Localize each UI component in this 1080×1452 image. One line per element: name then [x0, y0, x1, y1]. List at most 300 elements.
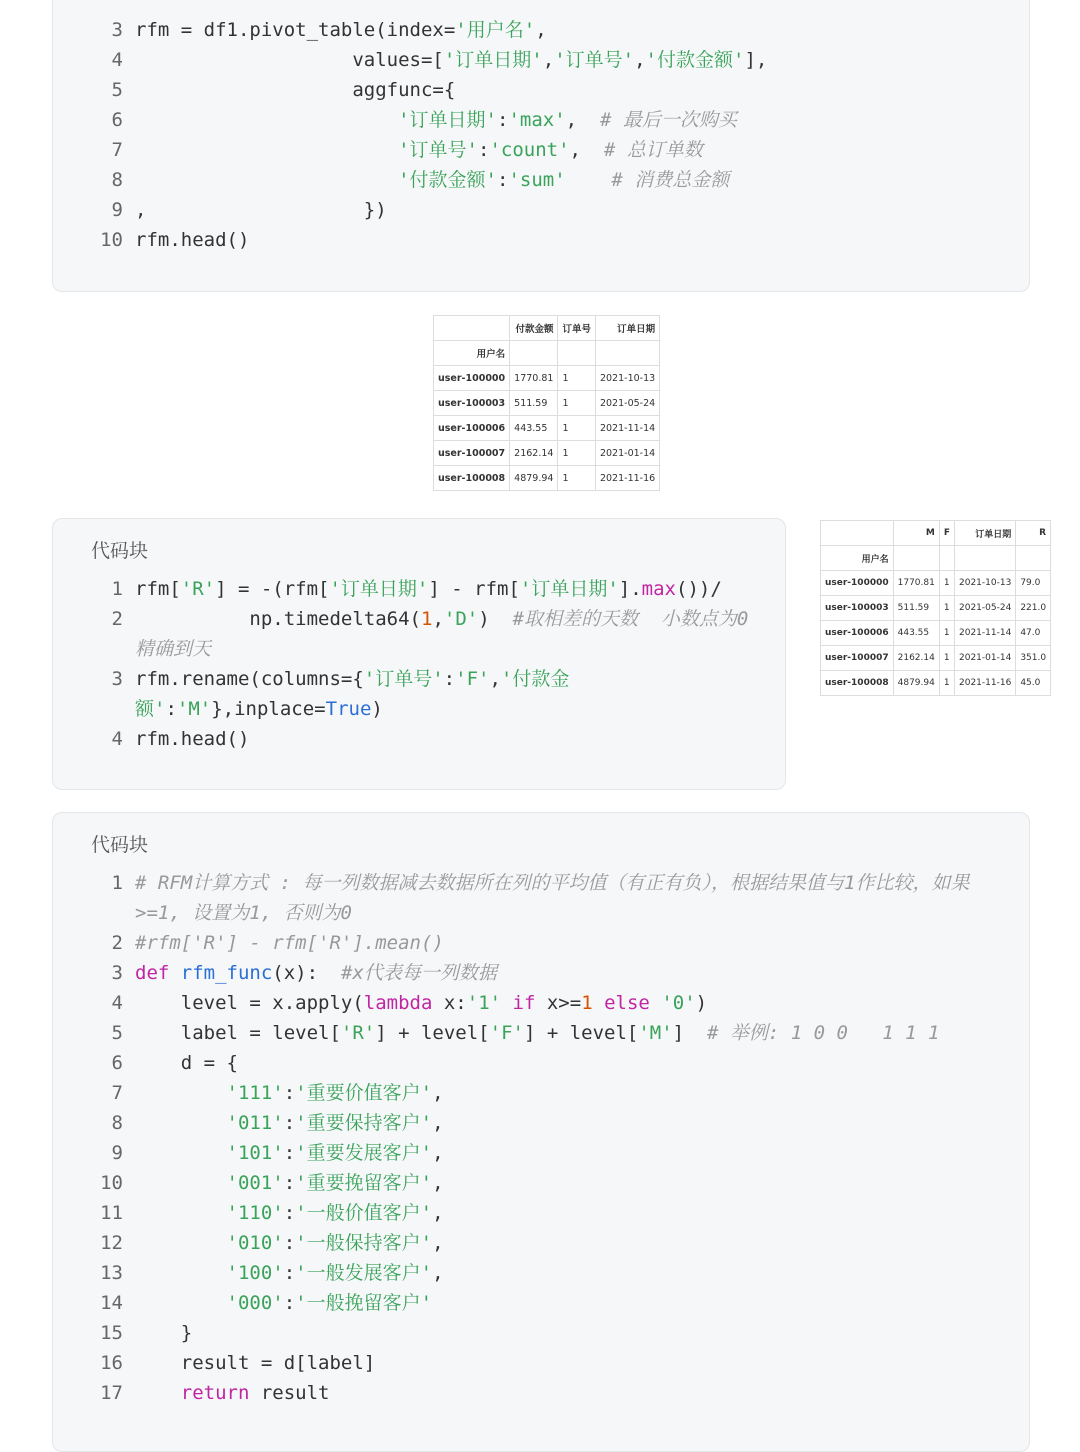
code-token: rfm.head() — [135, 229, 250, 251]
code-token: # 总订单数 — [603, 139, 703, 161]
table-cell: 2021-10-13 — [955, 571, 1016, 596]
code-token: #取相差的天数 小数点为0 — [512, 608, 749, 630]
code-text — [135, 958, 497, 988]
code-token: '订单日期' — [519, 578, 619, 600]
code-token: '订单日期' — [329, 578, 429, 600]
table-header-cell: 订单日期 — [955, 521, 1016, 546]
code-token: : — [283, 1172, 296, 1194]
code-line — [53, 45, 1029, 75]
table-cell: 2021-05-24 — [595, 391, 659, 416]
table-cell: 1770.81 — [510, 366, 558, 391]
code-text — [135, 868, 969, 898]
line-number: 10 — [100, 1172, 123, 1194]
row-index: user-100000 — [821, 571, 894, 596]
code-token: : — [283, 1292, 296, 1314]
code-line — [53, 664, 785, 694]
table-row — [821, 571, 1051, 596]
code-token: : — [443, 668, 456, 690]
code-token: , — [432, 1232, 444, 1254]
code-token: def — [135, 962, 170, 984]
table-row — [821, 671, 1051, 696]
table-cell: 2162.14 — [893, 646, 939, 671]
code-block-title: 代码块 — [91, 834, 149, 856]
code-line — [53, 1348, 1029, 1378]
code-token: return — [180, 1382, 250, 1404]
code-token: , — [535, 19, 547, 41]
table-cell: 2021-01-14 — [595, 441, 659, 466]
code-token: # RFM计算方式 : 每一列数据减去数据所在列的平均值（有正有负），根据结果值与1作比较，如果 — [135, 872, 970, 894]
code-text — [135, 135, 703, 165]
code-token: 'R' — [180, 578, 216, 600]
table-cell: 351.0 — [1016, 646, 1051, 671]
code-line — [53, 135, 1029, 165]
code-token — [135, 109, 398, 131]
line-number: 4 — [111, 992, 123, 1014]
code-token: #rfm['R'] - rfm['R'].mean() — [135, 932, 444, 954]
table-cell: 1 — [558, 366, 596, 391]
code-token: '110' — [226, 1202, 284, 1224]
code-text — [135, 898, 352, 928]
code-token: '1' — [466, 992, 502, 1014]
table-cell: 2021-01-14 — [955, 646, 1016, 671]
code-text — [135, 1078, 444, 1108]
code-line — [53, 1138, 1029, 1168]
dataframe-output-2 — [820, 520, 1051, 696]
line-number: 16 — [100, 1352, 123, 1374]
code-token — [135, 1112, 227, 1134]
code-lines — [53, 574, 785, 754]
code-token: # 举例: 1 0 0 1 1 1 — [707, 1022, 940, 1044]
row-index: user-100000 — [434, 366, 510, 391]
code-token: : — [283, 1142, 296, 1164]
code-token: result — [249, 1382, 330, 1404]
code-token — [169, 962, 180, 984]
code-token: '付款金额' — [398, 169, 497, 191]
code-text — [135, 604, 748, 634]
row-index: user-100007 — [821, 646, 894, 671]
table-cell: 511.59 — [510, 391, 558, 416]
code-token: , — [432, 1202, 444, 1224]
table-row — [434, 441, 660, 466]
line-number: 3 — [111, 668, 123, 690]
code-token: 'F' — [455, 668, 490, 690]
table-header-row — [821, 521, 1051, 546]
line-number: 7 — [111, 1082, 123, 1104]
code-token: '付款金 — [500, 668, 570, 690]
code-token: aggfunc={ — [135, 79, 456, 101]
code-token — [135, 139, 398, 161]
code-token: ]. — [618, 578, 642, 600]
table-header-cell — [821, 521, 894, 546]
code-token: , — [432, 608, 444, 630]
code-token: '100' — [226, 1262, 284, 1284]
code-token: , — [634, 49, 646, 71]
code-token: ] + level[ — [375, 1022, 490, 1044]
code-line — [53, 1108, 1029, 1138]
code-line — [53, 225, 1029, 255]
code-text — [135, 694, 383, 724]
code-line — [53, 165, 1029, 195]
code-token: rfm = df1.pivot_table(index= — [135, 19, 456, 41]
code-token: , — [432, 1112, 444, 1134]
code-token: '重要保持客户' — [295, 1112, 433, 1134]
code-token: : — [478, 139, 490, 161]
code-token: '0' — [661, 992, 696, 1014]
code-line — [53, 75, 1029, 105]
code-text — [135, 1018, 939, 1048]
code-text — [135, 75, 455, 105]
code-line — [53, 1048, 1029, 1078]
code-token: 'M' — [638, 1022, 673, 1044]
row-index: user-100007 — [434, 441, 510, 466]
code-block-3 — [52, 812, 1030, 1452]
code-token: '一般挽留客户' — [295, 1292, 433, 1314]
row-index: user-100003 — [434, 391, 510, 416]
code-line — [53, 868, 1029, 898]
table-header-cell — [434, 316, 510, 341]
table-cell: 47.0 — [1016, 621, 1051, 646]
code-text — [135, 1048, 238, 1078]
code-line — [53, 1378, 1029, 1408]
code-token: , — [432, 1172, 444, 1194]
code-token: 'D' — [443, 608, 479, 630]
table-index-row — [434, 341, 660, 366]
code-token: ] - rfm[ — [428, 578, 520, 600]
code-text — [135, 574, 722, 604]
code-line — [53, 634, 785, 664]
table-row — [434, 366, 660, 391]
code-text — [135, 664, 569, 694]
code-token: '订单日期' — [443, 49, 543, 71]
code-token: >=1, 设置为1, 否则为0 — [135, 902, 352, 924]
line-number: 3 — [111, 962, 123, 984]
code-line — [53, 195, 1029, 225]
code-token — [135, 1382, 181, 1404]
table-cell: 511.59 — [893, 596, 939, 621]
table-cell: 2021-11-14 — [955, 621, 1016, 646]
code-text — [135, 1198, 444, 1228]
code-token — [135, 1292, 227, 1314]
code-token: rfm.head() — [135, 728, 250, 750]
code-text — [135, 1168, 444, 1198]
table-cell: 1 — [939, 621, 954, 646]
table-cell: 1 — [558, 416, 596, 441]
code-token: max — [641, 578, 676, 600]
code-token: , — [432, 1142, 444, 1164]
code-token: : — [283, 1202, 296, 1224]
code-token: 额' — [135, 698, 166, 720]
code-token: 'R' — [340, 1022, 376, 1044]
code-token: 精确到天 — [135, 638, 212, 660]
code-text — [135, 1228, 444, 1258]
code-token: '订单号' — [363, 668, 444, 690]
code-text — [135, 1258, 444, 1288]
code-line — [53, 1288, 1029, 1318]
table-cell: 2162.14 — [510, 441, 558, 466]
code-token: ) — [478, 608, 513, 630]
line-number: 1 — [111, 578, 123, 600]
code-token: # 消费总金额 — [611, 169, 730, 191]
code-token: : — [497, 109, 509, 131]
code-text — [135, 105, 737, 135]
index-name: 用户名 — [821, 546, 894, 571]
code-token — [650, 992, 661, 1014]
line-number: 5 — [111, 1022, 123, 1044]
code-token: True — [325, 698, 372, 720]
table-cell: 45.0 — [1016, 671, 1051, 696]
code-text — [135, 1288, 432, 1318]
line-number: 13 — [100, 1262, 123, 1284]
row-index: user-100008 — [434, 466, 510, 491]
code-token: (x): — [272, 962, 341, 984]
code-token — [135, 1172, 227, 1194]
code-line — [53, 574, 785, 604]
table-header-cell: F — [939, 521, 954, 546]
table-cell: 443.55 — [893, 621, 939, 646]
code-token: level = x.apply( — [135, 992, 364, 1014]
table-cell: 1 — [939, 671, 954, 696]
table-cell: 1770.81 — [893, 571, 939, 596]
code-token — [135, 1202, 227, 1224]
code-token: d = { — [135, 1052, 238, 1074]
code-token: '101' — [226, 1142, 284, 1164]
code-token: lambda — [363, 992, 433, 1014]
line-number: 8 — [111, 1112, 123, 1134]
code-token: values=[ — [135, 49, 444, 71]
code-token: 'count' — [489, 139, 570, 161]
code-line — [53, 928, 1029, 958]
code-token: else — [604, 992, 650, 1014]
row-index: user-100006 — [434, 416, 510, 441]
code-block-title: 代码块 — [91, 540, 149, 562]
table-cell: 4879.94 — [510, 466, 558, 491]
code-token: ] = -(rfm[ — [215, 578, 330, 600]
code-token: 'F' — [489, 1022, 524, 1044]
line-number: 1 — [111, 872, 123, 894]
code-token: , — [569, 139, 604, 161]
code-token: , — [565, 109, 600, 131]
line-number: 5 — [111, 79, 123, 101]
code-token: '重要价值客户' — [295, 1082, 433, 1104]
code-line — [53, 1198, 1029, 1228]
code-line — [53, 1228, 1029, 1258]
line-number: 2 — [111, 932, 123, 954]
row-index: user-100008 — [821, 671, 894, 696]
line-number: 4 — [111, 728, 123, 750]
code-token: np.timedelta64( — [135, 608, 421, 630]
table-cell: 443.55 — [510, 416, 558, 441]
code-token: , — [432, 1082, 444, 1104]
code-line — [53, 1258, 1029, 1288]
code-token: result = d[label] — [135, 1352, 376, 1374]
table-header-row — [434, 316, 660, 341]
code-token: rfm.rename(columns={ — [135, 668, 364, 690]
table-row — [821, 596, 1051, 621]
row-index: user-100003 — [821, 596, 894, 621]
code-token: ) — [695, 992, 708, 1014]
code-token: 1 — [420, 608, 433, 630]
code-token: rfm_func — [180, 962, 273, 984]
code-token: '010' — [226, 1232, 284, 1254]
code-token: , — [432, 1262, 444, 1284]
table-header-cell: 订单号 — [558, 316, 596, 341]
line-number: 8 — [111, 169, 123, 191]
line-number: 6 — [111, 109, 123, 131]
code-token: '订单日期' — [398, 109, 497, 131]
line-number: 12 — [100, 1232, 123, 1254]
code-token — [593, 992, 604, 1014]
line-number: 7 — [111, 139, 123, 161]
code-token: '付款金额' — [645, 49, 745, 71]
code-token: : — [497, 169, 509, 191]
code-token: '111' — [226, 1082, 284, 1104]
line-number: 4 — [111, 49, 123, 71]
code-token: ] + level[ — [523, 1022, 639, 1044]
code-text — [135, 634, 211, 664]
table-row — [821, 646, 1051, 671]
code-line — [53, 694, 785, 724]
code-token: '订单号' — [554, 49, 635, 71]
line-number: 10 — [100, 229, 123, 251]
code-token: '一般价值客户' — [295, 1202, 433, 1224]
line-number: 15 — [100, 1322, 123, 1344]
code-token — [135, 1232, 227, 1254]
code-token: rfm[ — [135, 578, 181, 600]
code-token: '重要挽留客户' — [295, 1172, 433, 1194]
table-cell: 1 — [939, 571, 954, 596]
code-token: 'sum' — [508, 169, 566, 191]
code-text — [135, 225, 249, 255]
code-block-2 — [52, 518, 786, 790]
line-number: 6 — [111, 1052, 123, 1074]
code-token — [135, 1262, 227, 1284]
code-line — [53, 724, 785, 754]
code-line — [53, 958, 1029, 988]
code-token: : — [283, 1232, 296, 1254]
table-cell: 1 — [939, 596, 954, 621]
code-text — [135, 1318, 192, 1348]
table-cell: 1 — [558, 391, 596, 416]
code-token: } — [135, 1322, 193, 1344]
code-token — [135, 1142, 227, 1164]
code-line — [53, 604, 785, 634]
code-token: '订单号' — [398, 139, 478, 161]
code-token: , — [489, 668, 501, 690]
code-token — [135, 169, 398, 191]
row-index: user-100006 — [821, 621, 894, 646]
table-cell: 2021-11-16 — [955, 671, 1016, 696]
code-token — [501, 992, 512, 1014]
table-index-row — [821, 546, 1051, 571]
table-row — [434, 416, 660, 441]
code-token: if — [512, 992, 536, 1014]
code-token: '重要发展客户' — [295, 1142, 433, 1164]
line-number: 3 — [111, 19, 123, 41]
code-line — [53, 988, 1029, 1018]
code-token: #x代表每一列数据 — [340, 962, 497, 984]
table-row — [434, 391, 660, 416]
code-token: '011' — [226, 1112, 284, 1134]
line-number: 9 — [111, 199, 123, 221]
code-line — [53, 15, 1029, 45]
code-token: '一般发展客户' — [295, 1262, 433, 1284]
line-number: 14 — [100, 1292, 123, 1314]
line-number: 11 — [100, 1202, 123, 1224]
code-text — [135, 165, 729, 195]
code-token: ())/ — [676, 578, 722, 600]
table-header-cell: M — [893, 521, 939, 546]
code-lines — [53, 868, 1029, 1408]
table-row — [821, 621, 1051, 646]
code-text — [135, 988, 707, 1018]
code-text — [135, 1138, 444, 1168]
code-token — [566, 169, 612, 191]
index-name: 用户名 — [434, 341, 510, 366]
table-header-cell: 付款金额 — [510, 316, 558, 341]
code-token: x>= — [535, 992, 582, 1014]
code-token: x: — [432, 992, 467, 1014]
table-cell: 2021-05-24 — [955, 596, 1016, 621]
table-header-cell: R — [1016, 521, 1051, 546]
code-token: ) — [371, 698, 383, 720]
code-token: 1 — [581, 992, 593, 1014]
table-cell: 79.0 — [1016, 571, 1051, 596]
code-text — [135, 1108, 444, 1138]
code-block-1 — [52, 0, 1030, 292]
code-token: : — [283, 1082, 296, 1104]
code-lines — [53, 15, 1029, 255]
table-cell: 1 — [939, 646, 954, 671]
code-text — [135, 15, 547, 45]
code-token — [135, 1082, 227, 1104]
code-line — [53, 1318, 1029, 1348]
code-token: '001' — [226, 1172, 284, 1194]
table-header-cell: 订单日期 — [595, 316, 659, 341]
code-text — [135, 928, 444, 958]
code-token: ] — [672, 1022, 707, 1044]
table-cell: 4879.94 — [893, 671, 939, 696]
code-text — [135, 1378, 329, 1408]
dataframe-output-1 — [433, 315, 660, 491]
code-token: : — [283, 1262, 296, 1284]
code-token: 'M' — [176, 698, 212, 720]
code-text — [135, 195, 387, 225]
line-number: 2 — [111, 608, 123, 630]
table-cell: 1 — [558, 441, 596, 466]
code-line — [53, 1078, 1029, 1108]
code-token: '000' — [226, 1292, 284, 1314]
code-line — [53, 898, 1029, 928]
table-cell: 1 — [558, 466, 596, 491]
code-token: '一般保持客户' — [295, 1232, 433, 1254]
code-line — [53, 1018, 1029, 1048]
code-token: 'max' — [508, 109, 566, 131]
table-row — [434, 466, 660, 491]
code-token: : — [283, 1112, 296, 1134]
code-token: : — [165, 698, 177, 720]
code-text — [135, 1348, 375, 1378]
code-token: label = level[ — [135, 1022, 341, 1044]
table-cell: 221.0 — [1016, 596, 1051, 621]
line-number: 17 — [100, 1382, 123, 1404]
code-line — [53, 105, 1029, 135]
table-cell: 2021-11-16 — [595, 466, 659, 491]
code-token: },inplace= — [211, 698, 326, 720]
code-token: # 最后一次购买 — [599, 109, 737, 131]
code-line — [53, 1168, 1029, 1198]
code-text — [135, 45, 767, 75]
code-token: , — [542, 49, 555, 71]
